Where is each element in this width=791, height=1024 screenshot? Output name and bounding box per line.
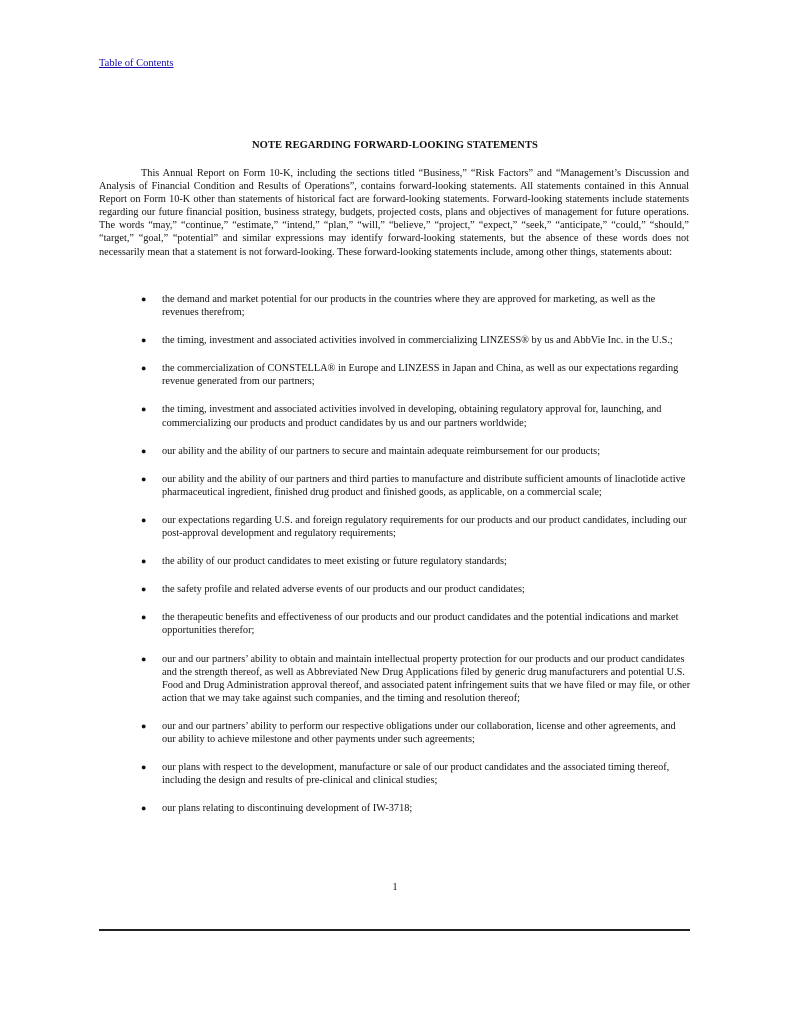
list-item-text: the ability of our product candidates to meet existing or future regulatory standards; [162, 556, 507, 568]
bullet-icon: ● [141, 556, 147, 567]
list-item [99, 555, 691, 568]
list-item [99, 334, 691, 347]
list-item [99, 403, 691, 429]
list-item [99, 514, 691, 540]
list-item-text: the timing, investment and associated activities involved in commercializing LINZESS® by us and AbbVie Inc. in the U.S.; [162, 335, 673, 347]
list-item-text: our ability and the ability of our partners and third parties to manufacture and distribute sufficient amounts of linaclotide active pharmaceutical ingredient, finished drug product and finished goods, as applicable, on a commercial scale; [162, 473, 686, 498]
bullet-icon: ● [141, 803, 147, 814]
list-item [99, 583, 691, 596]
table-of-contents-link[interactable]: Table of Contents [99, 58, 174, 69]
list-item-text: our plans with respect to the development, manufacture or sale of our product candidates and the associated timing thereof, including the design and results of pre-clinical and clinical studies; [162, 762, 670, 787]
list-item [99, 473, 691, 499]
bullet-icon: ● [141, 584, 147, 595]
footer-divider [99, 929, 690, 931]
bullet-icon: ● [141, 363, 147, 374]
list-item-text: the therapeutic benefits and effectiveness of our products and our product candidates and the potential indications and market opportunities therefor; [162, 612, 679, 637]
bullet-icon: ● [141, 612, 147, 623]
list-item-text: our and our partners’ ability to obtain and maintain intellectual property protection for our products and our product candidates and the strength thereof, as well as Abbreviated New Drug Applications filed by generic drug manufacturers and potential U.S. Food and Drug Administration approval thereof, and associated patent infringement suits that we have filed or may file, or other action that we may take against such companies, and the timing and resolution thereof; [162, 653, 691, 704]
list-item-text: our plans relating to discontinuing development of IW-3718; [162, 803, 413, 815]
section-title: NOTE REGARDING FORWARD-LOOKING STATEMENTS [252, 140, 538, 151]
list-item-text: our ability and the ability of our partners to secure and maintain adequate reimbursement for our products; [162, 445, 601, 457]
list-item [99, 802, 691, 815]
list-item-text: our expectations regarding U.S. and foreign regulatory requirements for our products and our product candidates, including our post-approval development and regulatory requirements; [162, 514, 687, 540]
bullet-icon: ● [141, 762, 147, 773]
list-item [99, 293, 691, 319]
list-item [99, 761, 691, 787]
intro-paragraph: This Annual Report on Form 10-K, including the sections titled “Business,” “Risk Factors” and “Management’s Discussion and Analysis of Financial Condition and Results of Operations”, contains forward-looking statements. All statements contained in this Annual Report on Form 10-K other than statements of historical fact are forward-looking statements. Forward-looking statements include statements regarding our future financial position, business strategy, budgets, projected costs, plans and objectives of management for future operations. The words “may,” “continue,” “estimate,” “intend,” “plan,” “will,” “believe,” “project,” “expect,” “seek,” “anticipate,” “could,” “should,” “target,” “goal,” “potential” and similar expressions may identify forward-looking statements, but the absence of these words does not necessarily mean that a statement is not forward-looking. These forward-looking statements include, among other things, statements about: [99, 168, 689, 258]
list-item-text: the timing, investment and associated activities involved in developing, obtaining regulatory approval for, launching, and commercializing our products and product candidates by us and our partners worldwide; [162, 404, 662, 429]
list-item [99, 720, 691, 746]
list-item-text: the safety profile and related adverse events of our products and our product candidates; [162, 584, 525, 596]
list-item [99, 362, 691, 388]
bullet-icon: ● [141, 404, 147, 415]
list-item-text: the demand and market potential for our products in the countries where they are approved for marketing, as well as the revenues therefrom; [162, 294, 656, 319]
bullet-icon: ● [141, 514, 147, 525]
bullet-icon: ● [141, 473, 147, 484]
bullet-icon: ● [141, 294, 147, 304]
list-item [99, 611, 691, 637]
bullet-icon: ● [141, 720, 147, 731]
list-item [99, 653, 691, 705]
list-item-text: the commercialization of CONSTELLA® in Europe and LINZESS in Japan and China, as well as our expectations regarding revenue generated from our partners; [162, 363, 679, 388]
list-item [99, 445, 691, 458]
list-item-text: our and our partners’ ability to perform our respective obligations under our collaboration, license and other agreements, and our ability to achieve milestone and other payments under such agreements; [162, 720, 676, 745]
bullet-icon: ● [141, 445, 147, 456]
bullet-icon: ● [141, 335, 147, 346]
page-number: 1 [392, 882, 398, 893]
forward-looking-statements-list [99, 293, 691, 830]
bullet-icon: ● [141, 653, 147, 664]
